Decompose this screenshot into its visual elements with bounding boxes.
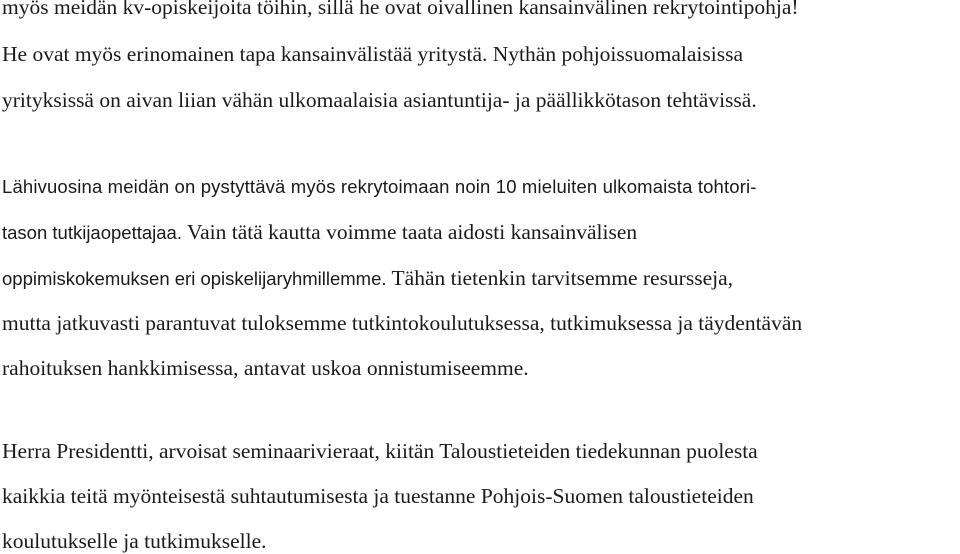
- paragraph-3-line-1: Herra Presidentti, arvoisat seminaarivieraat, kiitän Taloustieteiden tiedekunnan puolesta: [2, 439, 758, 463]
- paragraph-2-line-2-start: tason tutkijaopettajaa.: [2, 222, 182, 243]
- paragraph-1-line-2: He ovat myös erinomainen tapa kansainvälistää yritystä. Nythän pohjoissuomalaisissa: [2, 42, 743, 66]
- paragraph-2-line-3-start: oppimiskokemuksen eri opiskelijaryhmillemme.: [2, 268, 387, 289]
- paragraph-3-line-3: koulutukselle ja tutkimukselle.: [2, 529, 267, 553]
- paragraph-2-line-3-end: Tähän tietenkin tarvitsemme resursseja,: [386, 266, 734, 290]
- paragraph-2-line-1: Lähivuosina meidän on pystyttävä myös rekrytoimaan noin 10 mieluiten ulkomaista tohtori-: [2, 176, 757, 197]
- paragraph-2-line-3: [2, 265, 733, 292]
- paragraph-2-line-5: rahoituksen hankkimisessa, antavat uskoa onnistumiseemme.: [2, 356, 529, 380]
- paragraph-2-line-2: [2, 219, 637, 246]
- paragraph-2-line-4: mutta jatkuvasti parantuvat tuloksemme tutkintokoulutuksessa, tutkimuksessa ja täydentävän: [2, 311, 803, 335]
- paragraph-1-line-3: yrityksissä on aivan liian vähän ulkomaalaisia asiantuntija- ja päällikkötason tehtävissä.: [2, 88, 757, 112]
- paragraph-3-line-2: kaikkia teitä myönteisestä suhtautumisesta ja tuestanne Pohjois-Suomen taloustieteiden: [2, 484, 754, 508]
- paragraph-1-line-1: myös meidän kv-opiskeijoita töihin, sillä he ovat oivallinen kansainvälinen rekrytointipohja!: [2, 0, 799, 19]
- paragraph-2-line-2-end: Vain tätä kautta voimme taata aidosti kansainvälisen: [182, 220, 638, 244]
